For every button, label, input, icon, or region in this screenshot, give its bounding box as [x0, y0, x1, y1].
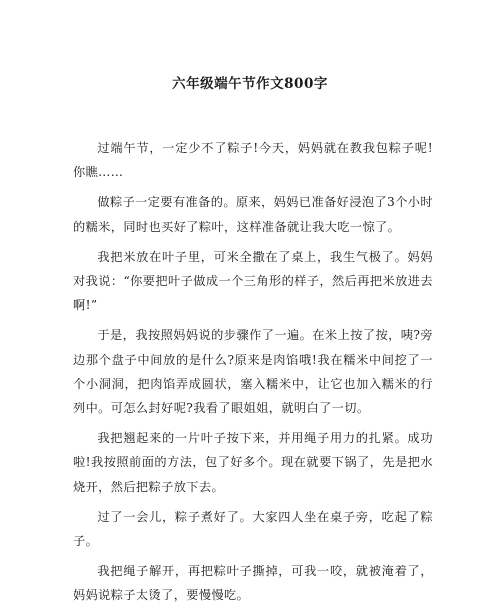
paragraph: 过了一会儿，粽子煮好了。大家四人坐在桌子旁，吃起了粽子。	[73, 509, 433, 549]
paragraph: 过端午节，一定少不了粽子!今天，妈妈就在教我包粽子呢!你瞧……	[73, 141, 433, 180]
paragraph: 做粽子一定要有准备的。原来，妈妈已准备好浸泡了3个小时的糯米，同时也买好了粽叶，这样准备就让我大吃一惊了。	[73, 195, 433, 234]
paragraph: 于是，我按照妈妈说的步骤作了一遍。在米上按了按，咦?旁边那个盘子中间放的是什么?原来是肉馅哦!我在糯米中间挖了一个小洞洞，把肉馅弄成圆状，塞入糯米中，让它也加入糯米的行列中。可怎么封好呢?我看了眼姐姐，就明白了一切。	[73, 328, 433, 416]
document-title: 六年级端午节作文800字	[172, 76, 328, 92]
paragraph: 我把米放在叶子里，可米全撒在了桌上，我生气极了。妈妈对我说：“你要把叶子做成一个三角形的样子，然后再把米放进去啊!”	[73, 249, 433, 313]
paragraph: 我把翘起来的一片叶子按下来，并用绳子用力的扎紧。成功啦!我按照前面的方法，包了好多个。现在就要下锅了，先是把水烧开，然后把粽子放下去。	[73, 431, 433, 494]
paragraph: 我把绳子解开，再把粽叶子撕掉，可我一咬，就被淹着了，妈妈说粽子太烫了，要慢慢吃。	[73, 564, 433, 603]
document-body	[73, 136, 433, 614]
